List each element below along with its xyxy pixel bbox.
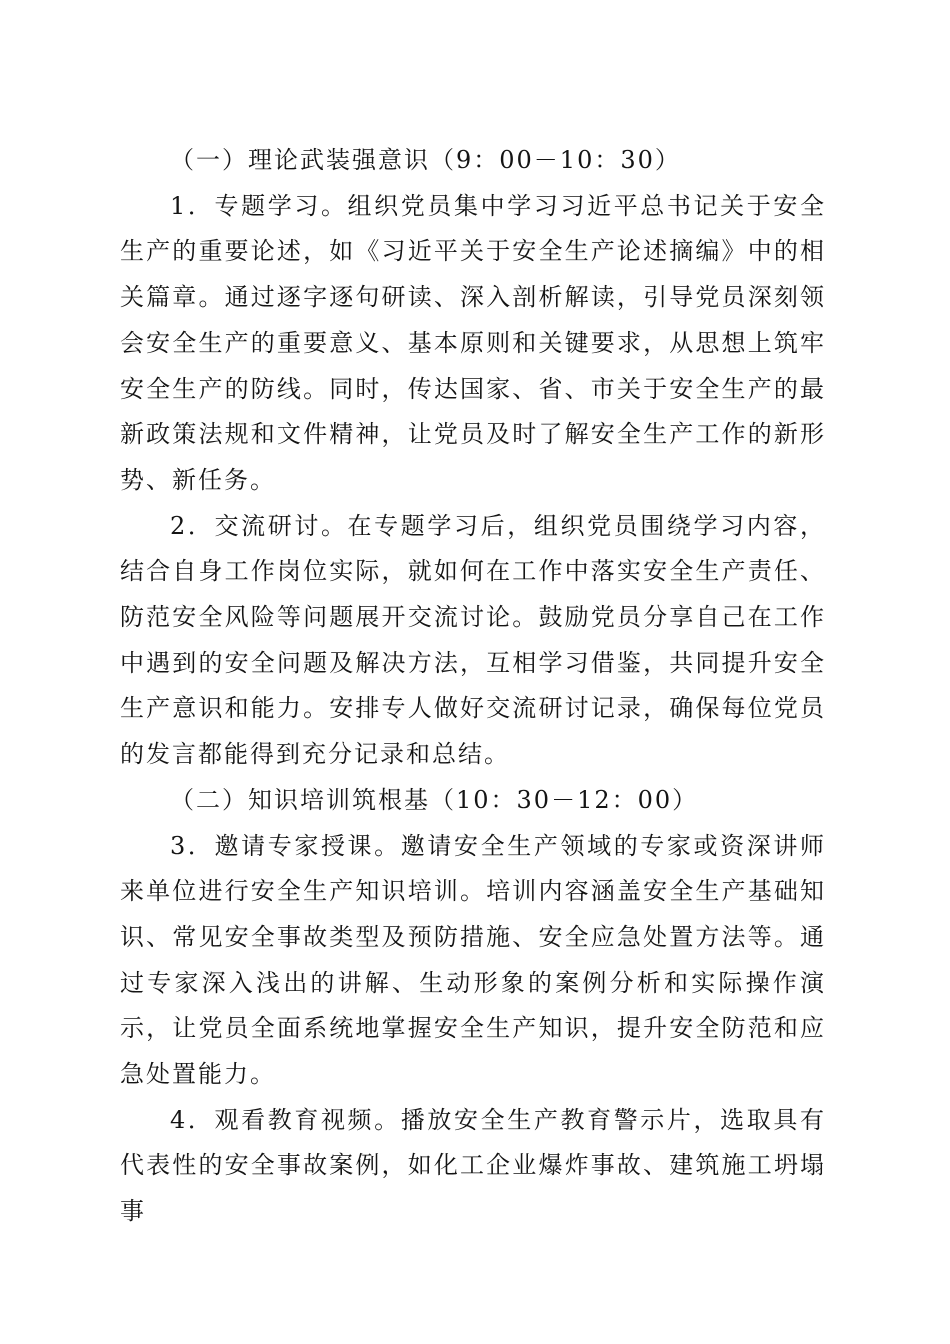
paragraph-education-video: 4．观看教育视频。播放安全生产教育警示片，选取具有代表性的安全事故案例，如化工企业爆炸事故、建筑施工坍塌事 xyxy=(120,1105,826,1226)
paragraph-topic-study: 1．专题学习。组织党员集中学习习近平总书记关于安全生产的重要论述，如《习近平关于安全生产论述摘编》中的相关篇章。通过逐字逐句研读、深入剖析解读，引导党员深刻领会安全生产的重要意义、基本原则和关键要求，从思想上筑牢安全生产的防线。同时，传达国家、省、市关于安全生产的最新政策法规和文件精神，让党员及时了解安全生产工作的新形势、新任务。 xyxy=(120,191,826,494)
paragraph-discussion: 2．交流研讨。在专题学习后，组织党员围绕学习内容，结合自身工作岗位实际，就如何在工作中落实安全生产责任、防范安全风险等问题展开交流讨论。鼓励党员分享自己在工作中遇到的安全问题及解决方法，互相学习借鉴，共同提升安全生产意识和能力。安排专人做好交流研讨记录，确保每位党员的发言都能得到充分记录和总结。 xyxy=(120,511,826,769)
paragraph-expert-lecture: 3．邀请专家授课。邀请安全生产领域的专家或资深讲师来单位进行安全生产知识培训。培训内容涵盖安全生产基础知识、常见安全事故类型及预防措施、安全应急处置方法等。通过专家深入浅出的讲解、生动形象的案例分析和实际操作演示，让党员全面系统地掌握安全生产知识，提升安全防范和应急处置能力。 xyxy=(120,831,826,1089)
section-heading-theory: （一）理论武装强意识（9：00－10：30） xyxy=(170,146,681,174)
section-heading-training: （二）知识培训筑根基（10：30－12：00） xyxy=(170,785,699,814)
document-body xyxy=(120,138,826,1235)
